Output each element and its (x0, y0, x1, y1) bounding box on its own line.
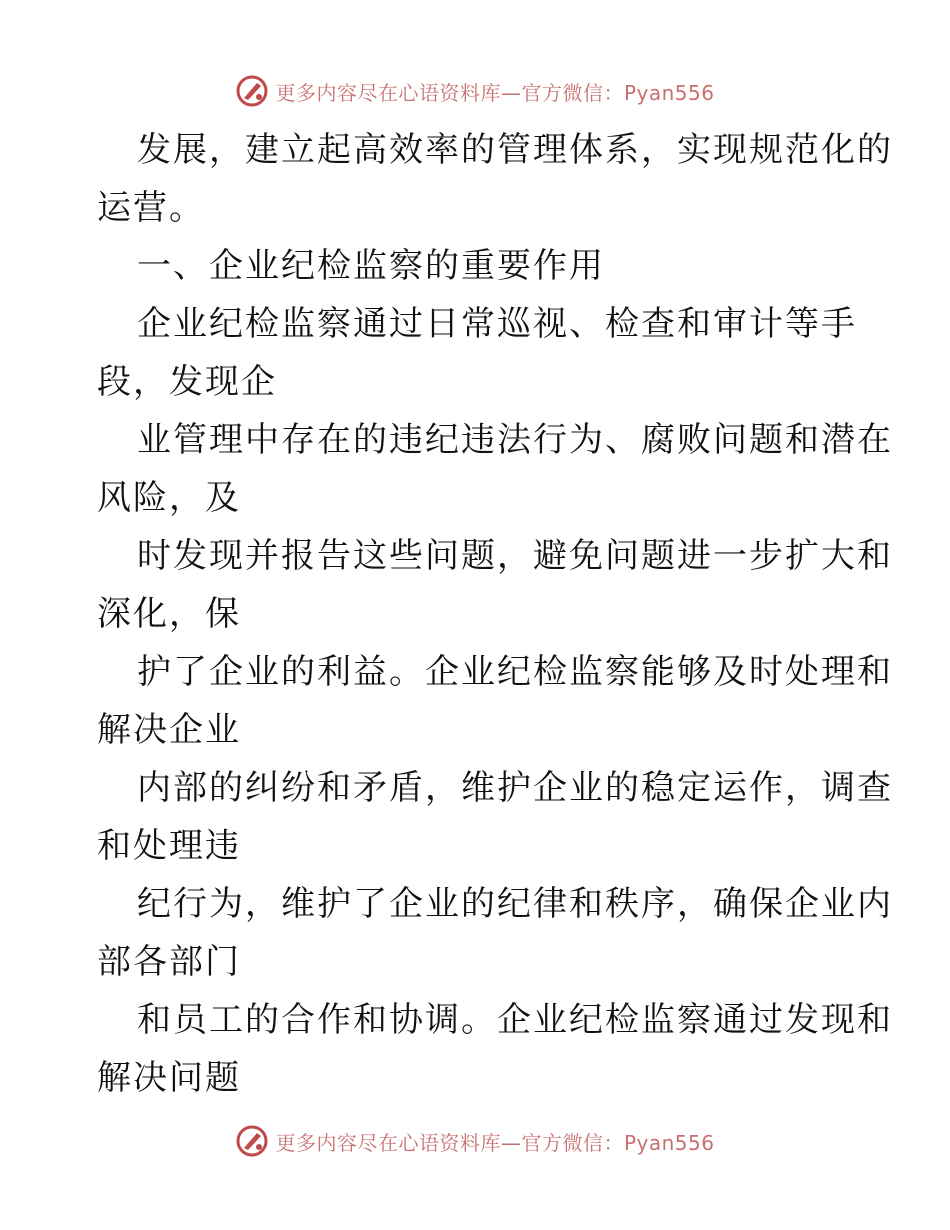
text-line: 时发现并报告这些问题，避免问题进一步扩大和 (137, 536, 893, 576)
text-line: 纪行为，维护了企业的纪律和秩序，确保企业内 (137, 884, 893, 924)
text-line: 运营。 (97, 188, 205, 228)
text-line: 企业纪检监察通过日常巡视、检查和审计等手 (137, 304, 857, 344)
text-line: 一、企业纪检监察的重要作用 (137, 246, 605, 286)
watermark-text: 更多内容尽在心语资料库—官方微信：Pyan556 (275, 1130, 715, 1155)
text-line: 内部的纠纷和矛盾，维护企业的稳定运作，调查 (137, 768, 893, 808)
text-line: 护了企业的利益。企业纪检监察能够及时处理和 (137, 652, 893, 692)
pen-seal-logo-icon (235, 74, 269, 108)
header-watermark (0, 71, 950, 111)
text-line: 深化，保 (97, 594, 241, 634)
watermark-text: 更多内容尽在心语资料库—官方微信：Pyan556 (275, 80, 715, 105)
text-line: 和处理违 (97, 826, 241, 866)
text-line: 业管理中存在的违纪违法行为、腐败问题和潜在 (137, 420, 893, 460)
pen-seal-logo-icon (235, 1124, 269, 1158)
footer-watermark (0, 1121, 950, 1161)
document-body (97, 121, 893, 1107)
text-line: 解决问题 (97, 1058, 241, 1098)
text-line: 解决企业 (97, 710, 241, 750)
text-line: 发展，建立起高效率的管理体系，实现规范化的 (137, 130, 893, 170)
text-line: 和员工的合作和协调。企业纪检监察通过发现和 (137, 1000, 893, 1040)
text-line: 段，发现企 (97, 362, 277, 402)
text-line: 风险，及 (97, 478, 241, 518)
text-line: 部各部门 (97, 942, 241, 982)
